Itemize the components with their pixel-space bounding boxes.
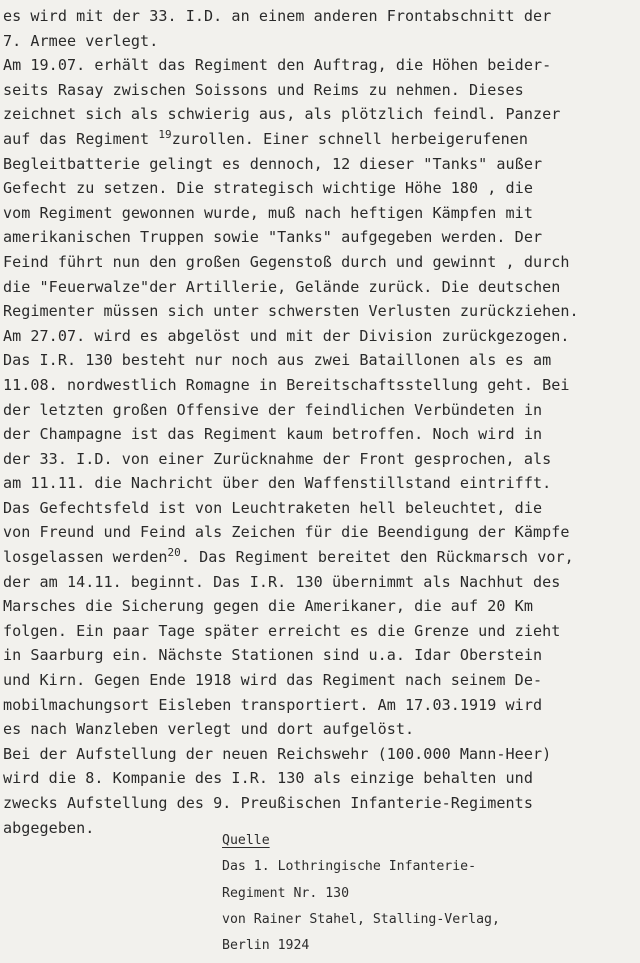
text-line <box>3 152 639 177</box>
text-line <box>3 570 639 595</box>
text-line <box>3 201 639 226</box>
text-segment: wird die 8. Kompanie des I.R. 130 als einzige behalten und <box>3 769 533 788</box>
text-segment: Das I.R. 130 besteht nur noch aus zwei Bataillonen als es am <box>3 351 552 370</box>
text-segment: auf das Regiment <box>3 129 159 148</box>
source-line: Das 1. Lothringische Infanterie- <box>222 859 477 875</box>
text-line <box>3 225 639 250</box>
text-line <box>3 447 639 472</box>
text-line <box>3 398 639 423</box>
text-segment: 7. Armee verlegt. <box>3 31 159 50</box>
text-segment: in Saarburg ein. Nächste Stationen sind u.a. Idar Oberstein <box>3 646 543 665</box>
text-segment: losgelassen werden <box>3 548 168 567</box>
text-segment: Das Gefechtsfeld ist von Leuchtraketen hell beleuchtet, die <box>3 498 543 517</box>
text-segment: Begleitbatterie gelingt es dennoch, 12 dieser "Tanks" außer <box>3 154 543 173</box>
text-segment: zwecks Aufstellung des 9. Preußischen Infanterie-Regiments <box>3 794 533 812</box>
text-line <box>3 348 639 373</box>
text-segment: seits Rasay zwischen Soissons und Reims zu nehmen. Dieses <box>3 80 524 99</box>
text-line <box>3 717 639 742</box>
text-segment: und Kirn. Gegen Ende 1918 wird das Regiment nach seinem De- <box>3 671 543 690</box>
text-line <box>3 176 639 201</box>
text-segment: 11.08. nordwestlich Romagne in Bereitschaftsstellung geht. Bei <box>3 375 570 394</box>
text-line <box>3 422 639 447</box>
text-line <box>3 275 639 300</box>
text-segment: zurollen. Einer schnell herbeigerufenen <box>171 129 529 148</box>
text-line <box>3 693 639 718</box>
source-line: von Rainer Stahel, Stalling-Verlag, <box>222 911 500 927</box>
text-segment: abgegeben. <box>3 818 95 837</box>
text-segment: Gefecht zu setzen. Die strategisch wichtige Höhe 180 , die <box>3 179 533 198</box>
text-line <box>3 78 639 103</box>
text-segment: . Das Regiment bereitet den Rückmarsch vor, <box>180 548 574 567</box>
text-line <box>3 496 639 521</box>
text-line <box>3 545 639 570</box>
text-line <box>3 742 639 767</box>
text-segment: der 33. I.D. von einer Zurücknahme der Front gesprochen, als <box>3 449 552 468</box>
text-segment: Regimenter müssen sich unter schwersten Verlusten zurückziehen. <box>3 302 579 321</box>
source-line: Regiment Nr. 130 <box>222 885 350 901</box>
text-line <box>3 102 639 127</box>
text-line <box>3 594 639 619</box>
footnote-marker: 19 <box>158 127 172 141</box>
text-segment: Am 19.07. erhält das Regiment den Auftrag, die Höhen beider- <box>3 56 552 75</box>
text-segment: der Champagne ist das Regiment kaum betroffen. Noch wird in <box>3 425 543 444</box>
text-line <box>3 766 639 791</box>
text-segment: folgen. Ein paar Tage später erreicht es die Grenze und zieht <box>3 621 561 640</box>
text-segment: amerikanischen Truppen sowie "Tanks" aufgegeben werden. Der <box>3 228 543 247</box>
text-line <box>3 791 639 816</box>
source-heading: Quelle <box>222 833 270 848</box>
text-line <box>3 127 639 152</box>
text-segment: Bei der Aufstellung der neuen Reichswehr (100.000 Mann-Heer) <box>3 744 552 763</box>
text-line <box>3 471 639 496</box>
text-segment: mobilmachungsort Eisleben transportiert. Am 17.03.1919 wird <box>3 695 543 714</box>
text-line <box>3 520 639 545</box>
text-line <box>3 619 639 644</box>
text-segment: von Freund und Feind als Zeichen für die Beendigung der Kämpfe <box>3 523 570 542</box>
text-line <box>3 53 639 78</box>
text-line <box>3 324 639 349</box>
text-line <box>3 668 639 693</box>
footnote-marker: 20 <box>167 546 181 560</box>
text-segment: Feind führt nun den großen Gegenstoß durch und gewinnt , durch <box>3 252 570 271</box>
text-segment: die "Feuerwalze"der Artillerie, Gelände zurück. Die deutschen <box>3 277 561 296</box>
text-line <box>3 299 639 324</box>
text-segment: der am 14.11. beginnt. Das I.R. 130 übernimmt als Nachhut des <box>3 572 561 591</box>
text-line <box>3 250 639 275</box>
text-segment: es nach Wanzleben verlegt und dort aufgelöst. <box>3 720 415 739</box>
text-line <box>3 643 639 668</box>
text-segment: der letzten großen Offensive der feindlichen Verbündeten in <box>3 400 543 419</box>
text-segment: zeichnet sich als schwierig aus, als plötzlich feindl. Panzer <box>3 105 561 124</box>
text-line <box>3 373 639 398</box>
text-segment: vom Regiment gewonnen wurde, muß nach heftigen Kämpfen mit <box>3 203 533 222</box>
text-segment: am 11.11. die Nachricht über den Waffenstillstand eintrifft. <box>3 474 552 493</box>
body-text <box>3 4 639 840</box>
text-segment: Marsches die Sicherung gegen die Amerikaner, die auf 20 Km <box>3 597 533 616</box>
source-line: Berlin 1924 <box>222 938 310 954</box>
text-segment: Am 27.07. wird es abgelöst und mit der Division zurückgezogen. <box>3 326 570 345</box>
text-segment: es wird mit der 33. I.D. an einem anderen Frontabschnitt der <box>3 7 552 25</box>
text-line <box>3 4 639 29</box>
text-line <box>3 29 639 54</box>
source-citation <box>222 828 632 959</box>
